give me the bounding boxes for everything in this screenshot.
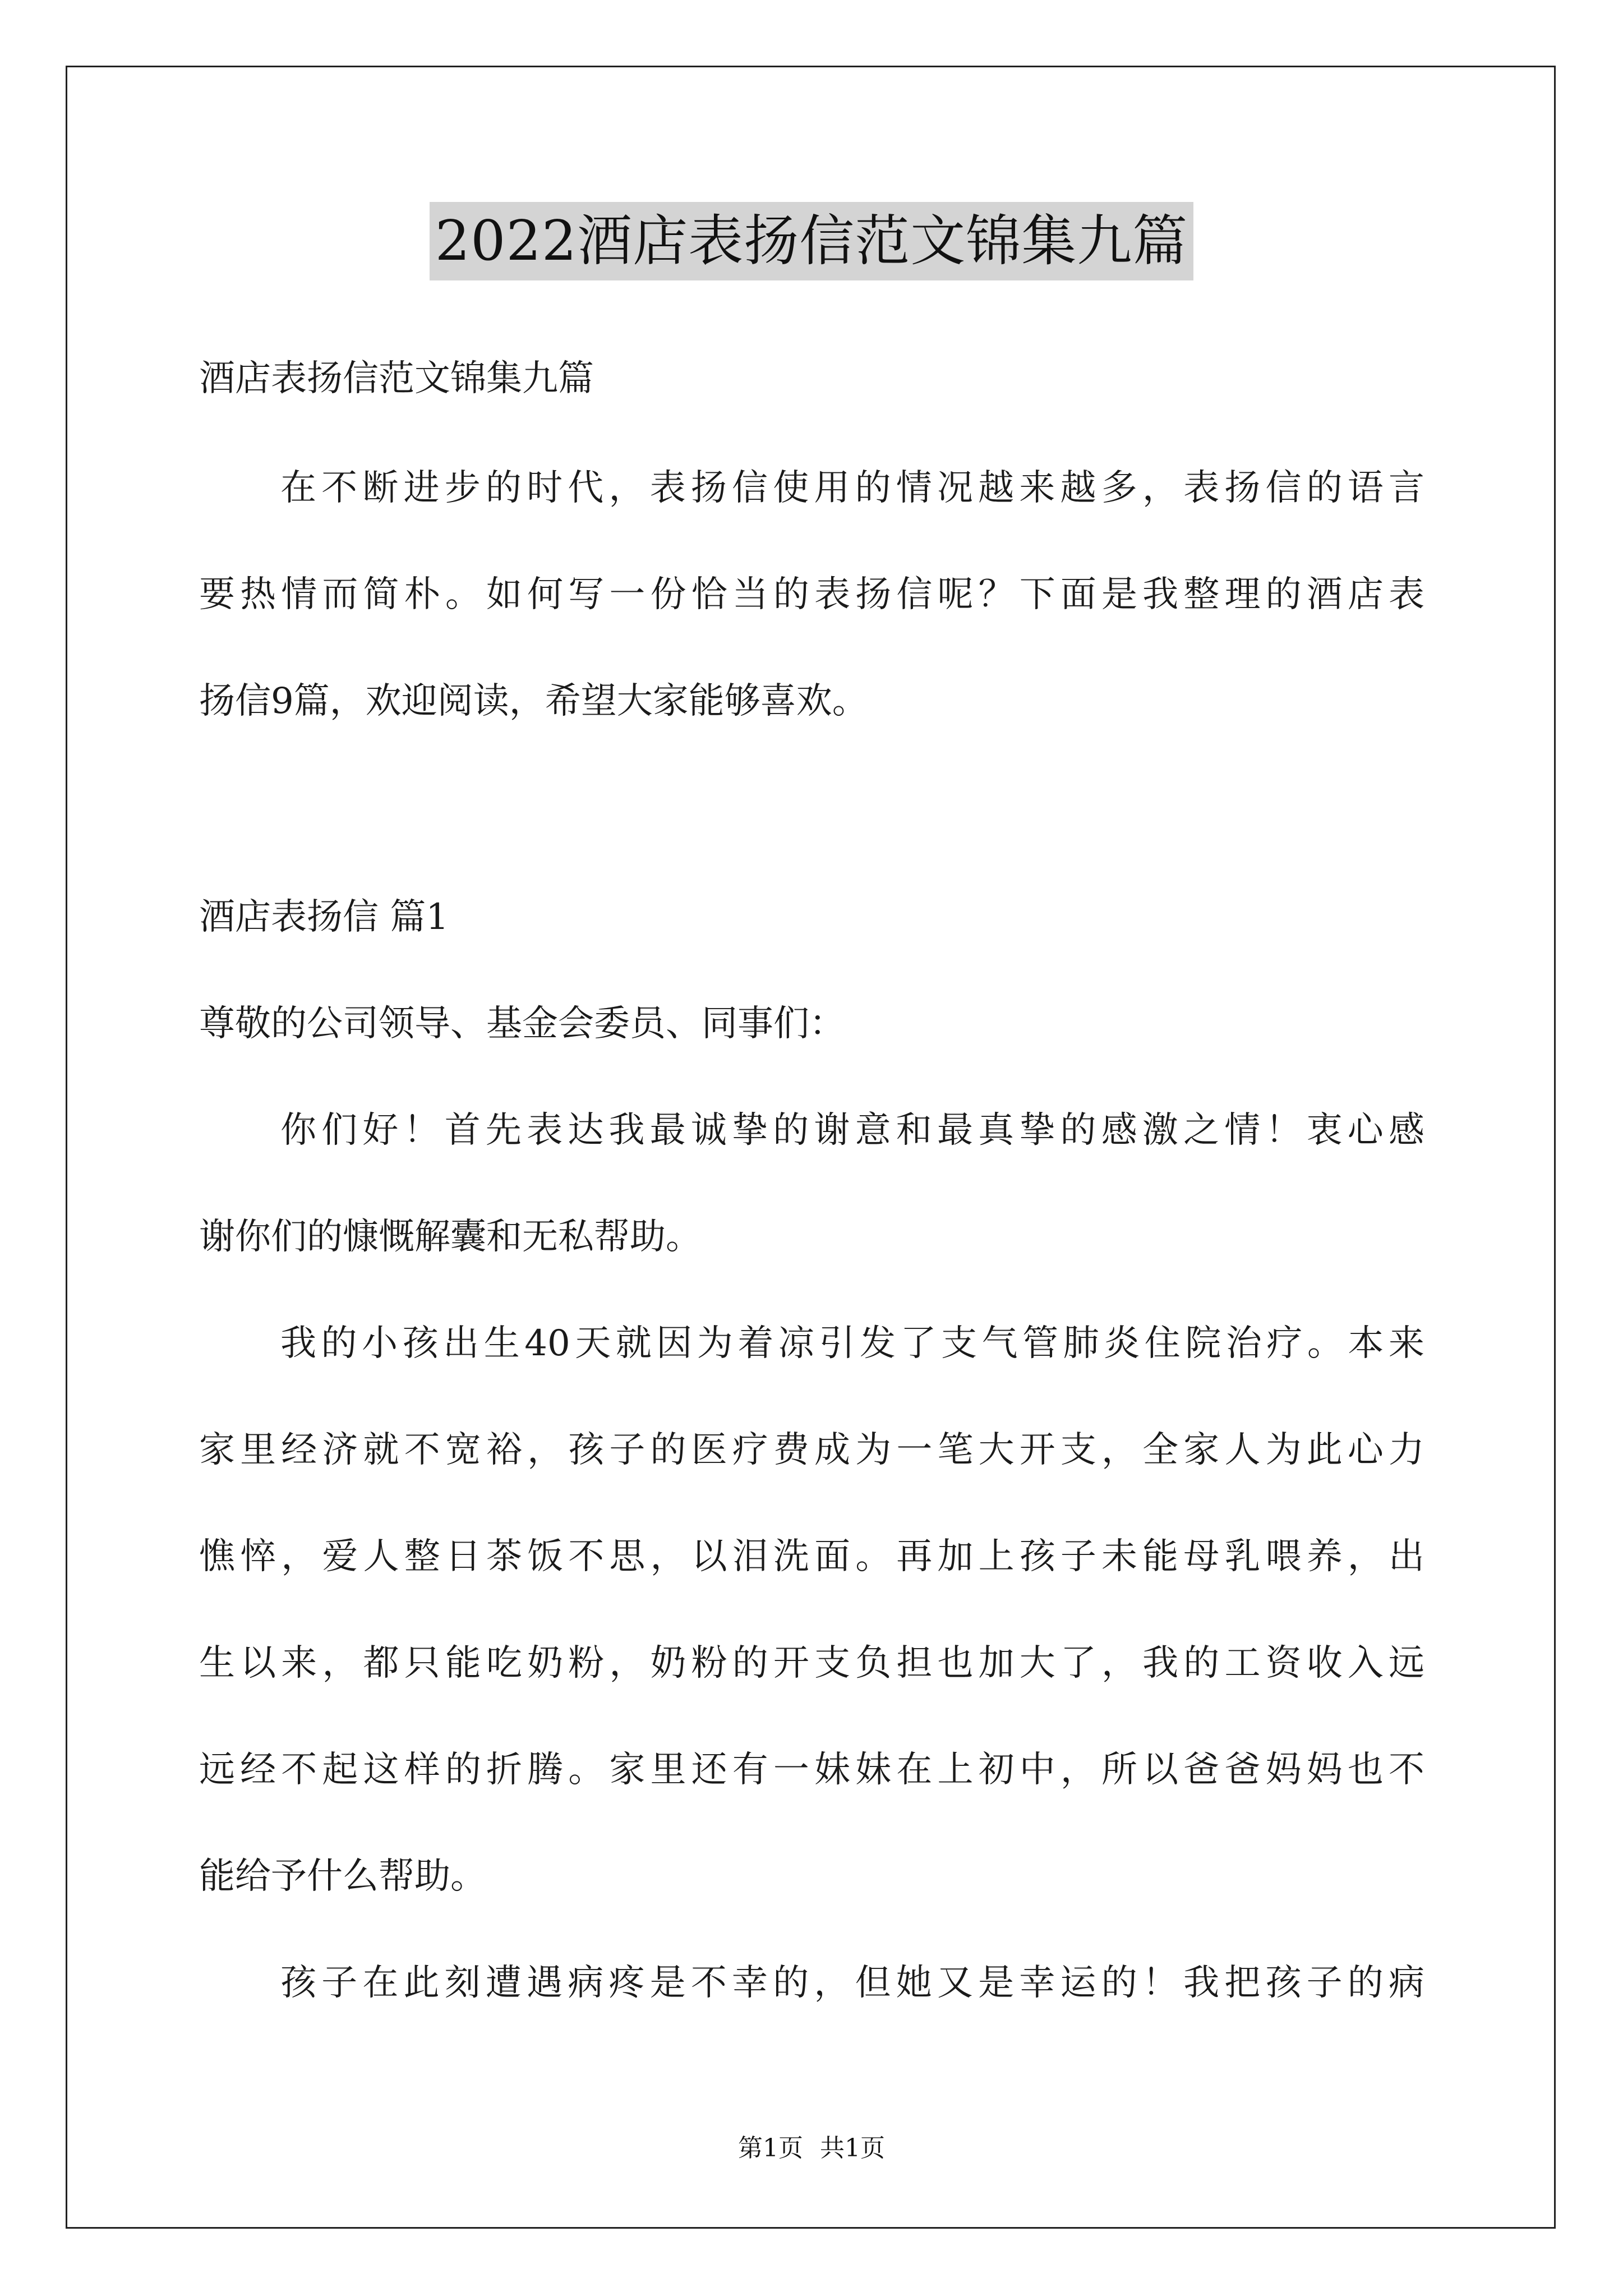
paragraph2-line-2: 家里经济就不宽裕，孩子的医疗费成为一笔大开支，全家人为此心力 [199, 1429, 1424, 1471]
document-title: 2022酒店表扬信范文锦集九篇 [430, 202, 1193, 280]
section-heading: 酒店表扬信 篇1 [199, 896, 449, 938]
intro-line-3: 扬信9篇，欢迎阅读，希望大家能够喜欢。 [199, 680, 868, 722]
paragraph2-line-6: 能给予什么帮助。 [199, 1856, 486, 1897]
paragraph3-line-1: 孩子在此刻遭遇病疼是不幸的，但她又是幸运的！我把孩子的病 [280, 1962, 1424, 2004]
page-total: 共1页 [820, 2134, 885, 2162]
paragraph2-line-4: 生以来，都只能吃奶粉，奶粉的开支负担也加大了，我的工资收入远 [199, 1642, 1424, 1684]
paragraph1-line-2: 谢你们的慷慨解囊和无私帮助。 [199, 1216, 702, 1258]
title-container [0, 202, 1623, 280]
salutation: 尊敬的公司领导、基金会委员、同事们： [199, 1003, 845, 1045]
intro-line-2: 要热情而简朴。如何写一份恰当的表扬信呢？下面是我整理的酒店表 [199, 574, 1424, 615]
paragraph2-line-3: 憔悴，爱人整日茶饭不思，以泪洗面。再加上孩子未能母乳喂养，出 [199, 1536, 1424, 1577]
paragraph1-line-1: 你们好！首先表达我最诚挚的谢意和最真挚的感激之情！衷心感 [280, 1110, 1424, 1151]
intro-line-1: 在不断进步的时代，表扬信使用的情况越来越多，表扬信的语言 [280, 467, 1424, 509]
paragraph2-line-5: 远经不起这样的折腾。家里还有一妹妹在上初中，所以爸爸妈妈也不 [199, 1749, 1424, 1791]
page-footer [0, 2132, 1623, 2165]
document-subtitle: 酒店表扬信范文锦集九篇 [199, 358, 594, 399]
page-current: 第1页 [738, 2134, 803, 2162]
paragraph2-line-1: 我的小孩出生40天就因为着凉引发了支气管肺炎住院治疗。本来 [280, 1323, 1424, 1364]
